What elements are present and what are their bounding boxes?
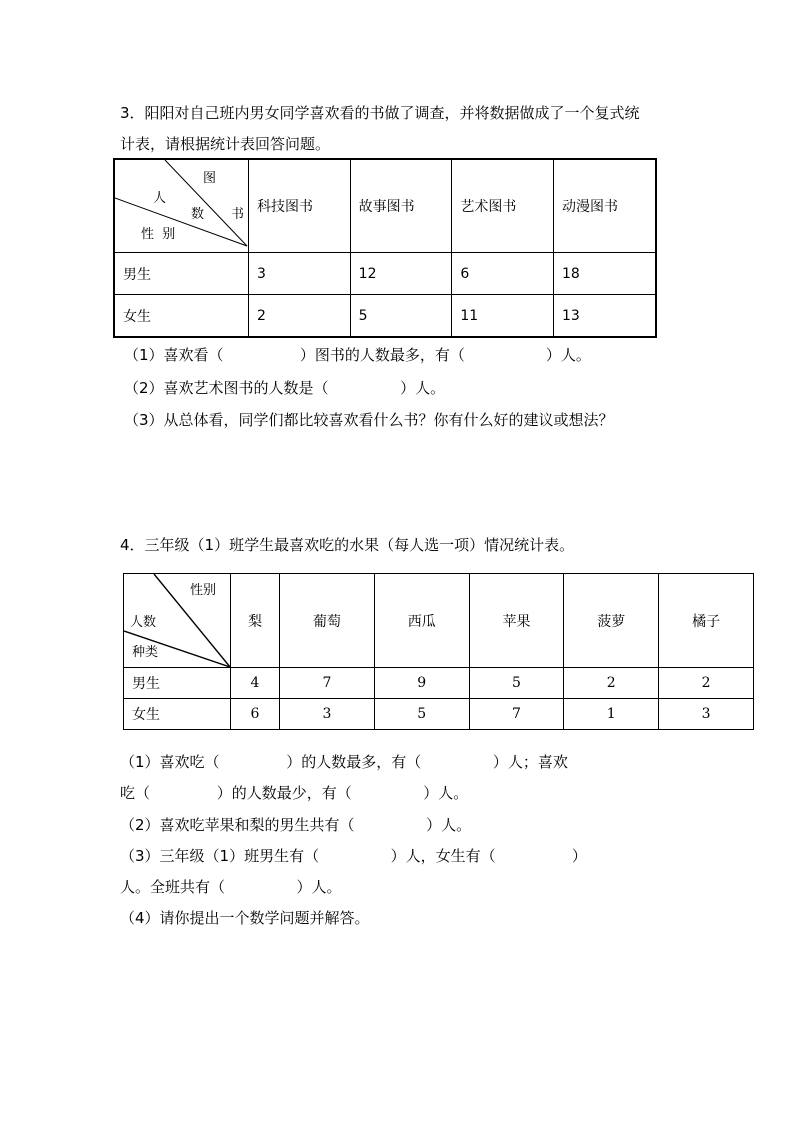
q4-cell: 4 xyxy=(231,668,280,699)
q4-cell: 3 xyxy=(659,699,754,730)
table-row xyxy=(124,699,754,730)
q4-col-header: 梨 xyxy=(231,574,280,668)
q4-cell: 9 xyxy=(374,668,469,699)
q3-col-header: 艺术图书 xyxy=(452,159,554,253)
q3-corner-diagonals xyxy=(115,160,256,252)
q4-sub1-line1: （1）喜欢吃（ ）的人数最多，有（ ）人；喜欢 xyxy=(120,753,568,771)
q4-fruit-table xyxy=(123,573,754,730)
q3-stem-line2: 计表，请根据统计表回答问题。 xyxy=(120,135,331,153)
q3-cell: 5 xyxy=(350,295,452,338)
q3-cell: 11 xyxy=(452,295,554,338)
q4-row-label: 女生 xyxy=(124,699,231,730)
q4-cell: 2 xyxy=(659,668,754,699)
q4-row-label: 男生 xyxy=(124,668,231,699)
q4-cell: 5 xyxy=(469,668,564,699)
q4-corner-gender: 性别 xyxy=(190,583,217,598)
q4-col-header: 菠萝 xyxy=(564,574,659,668)
table-row xyxy=(114,253,656,295)
q3-corner-person: 人 xyxy=(153,191,167,206)
q4-sub1-line2: 吃（ ）的人数最少，有（ ）人。 xyxy=(120,784,469,802)
q4-col-header: 橘子 xyxy=(659,574,754,668)
q4-title: 4．三年级（1）班学生最喜欢吃的水果（每人选一项）情况统计表。 xyxy=(120,536,575,554)
q3-col-header: 动漫图书 xyxy=(554,159,656,253)
q3-cell: 13 xyxy=(554,295,656,338)
q4-cell: 7 xyxy=(280,668,375,699)
q3-sub1: （1）喜欢看（ ）图书的人数最多，有（ ）人。 xyxy=(124,346,591,364)
q4-col-header: 苹果 xyxy=(469,574,564,668)
q3-corner-header xyxy=(114,159,249,253)
q3-col-header: 故事图书 xyxy=(350,159,452,253)
table-row xyxy=(124,668,754,699)
q3-cell: 6 xyxy=(452,253,554,295)
q4-sub3-line1: （3）三年级（1）班男生有（ ）人，女生有（ ） xyxy=(120,847,587,865)
q4-cell: 7 xyxy=(469,699,564,730)
q3-corner-top: 图 xyxy=(203,171,217,186)
q3-sub3: （3）从总体看，同学们都比较喜欢看什么书？你有什么好的建议或想法？ xyxy=(124,411,614,429)
q3-row-label: 女生 xyxy=(114,295,249,338)
q3-cell: 3 xyxy=(249,253,351,295)
q3-stem-line1: 3．阳阳对自己班内男女同学喜欢看的书做了调查，并将数据做成了一个复式统 xyxy=(120,104,640,122)
q4-corner-header xyxy=(124,574,231,668)
q4-col-header: 西瓜 xyxy=(374,574,469,668)
q3-cell: 2 xyxy=(249,295,351,338)
q4-sub2: （2）喜欢吃苹果和梨的男生共有（ ）人。 xyxy=(120,816,472,834)
q4-cell: 5 xyxy=(374,699,469,730)
q3-row-label: 男生 xyxy=(114,253,249,295)
q4-corner-count: 人数 xyxy=(130,615,157,630)
table-row xyxy=(114,295,656,338)
q3-corner-gender: 性 别 xyxy=(141,227,176,242)
q3-sub2: （2）喜欢艺术图书的人数是（ ）人。 xyxy=(124,379,446,397)
q3-col-header: 科技图书 xyxy=(249,159,351,253)
q4-col-header: 葡萄 xyxy=(280,574,375,668)
q4-corner-kind: 种类 xyxy=(132,645,159,660)
q4-cell: 2 xyxy=(564,668,659,699)
q4-sub4: （4）请你提出一个数学问题并解答。 xyxy=(120,909,370,927)
q4-cell: 3 xyxy=(280,699,375,730)
q4-cell: 6 xyxy=(231,699,280,730)
q3-corner-shu2: 书 xyxy=(231,207,245,222)
q4-sub3-line2: 人。全班共有（ ）人。 xyxy=(120,878,342,896)
q3-book-table xyxy=(113,158,657,338)
q4-cell: 1 xyxy=(564,699,659,730)
q3-cell: 18 xyxy=(554,253,656,295)
q3-cell: 12 xyxy=(350,253,452,295)
q3-corner-shu: 数 xyxy=(191,207,205,222)
